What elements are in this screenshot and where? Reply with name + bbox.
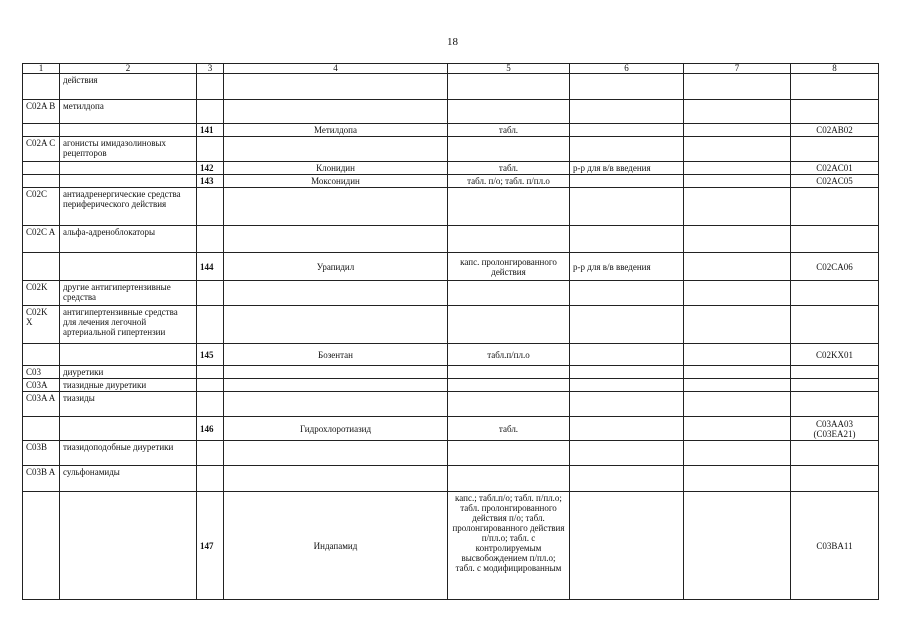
table-row [23,306,879,344]
atc-drug-code-cell [791,74,879,100]
drug-name-cell [224,137,448,162]
item-number-cell [197,379,224,392]
dosage-form-extra-cell [570,175,684,188]
item-number-cell [197,188,224,226]
group-name-cell [60,492,197,600]
table-row [23,124,879,137]
dosage-form-extra-cell [570,441,684,466]
drug-name-cell [224,366,448,379]
table-row [23,366,879,379]
group-name-cell: тиазидные диуретики [60,379,197,392]
atc-code-cell [23,253,60,281]
table-row [23,188,879,226]
item-number-cell [197,392,224,417]
notes-cell [684,226,791,253]
drug-name-cell: Гидрохлоротиазид [224,417,448,441]
dosage-form-cell [448,306,570,344]
dosage-form-cell [448,74,570,100]
dosage-form-extra-cell: р-р для в/в введения [570,162,684,175]
drug-name-cell [224,379,448,392]
group-name-cell [60,162,197,175]
atc-drug-code-cell: C02AB02 [791,124,879,137]
notes-cell [684,100,791,124]
dosage-form-cell [448,366,570,379]
drug-name-cell: Метилдопа [224,124,448,137]
group-name-cell: диуретики [60,366,197,379]
atc-code-cell: C03 [23,366,60,379]
notes-cell [684,253,791,281]
dosage-form-cell: табл. [448,124,570,137]
atc-drug-code-cell: C02KX01 [791,344,879,366]
drug-name-cell [224,188,448,226]
notes-cell [684,417,791,441]
page-number: 18 [447,36,458,48]
item-number-cell: 146 [197,417,224,441]
item-number-cell: 145 [197,344,224,366]
item-number-cell [197,306,224,344]
atc-code-cell: C02A C [23,137,60,162]
notes-cell [684,281,791,306]
dosage-form-cell: табл. [448,417,570,441]
group-name-cell [60,344,197,366]
dosage-form-extra-cell [570,306,684,344]
item-number-cell [197,226,224,253]
table-row [23,253,879,281]
notes-cell [684,441,791,466]
group-name-cell: антиадренергические средства периферического действия [60,188,197,226]
dosage-form-extra-cell [570,466,684,492]
item-number-cell: 144 [197,253,224,281]
dosage-form-cell [448,188,570,226]
dosage-form-cell: табл.п/пл.о [448,344,570,366]
group-name-cell: метилдопа [60,100,197,124]
notes-cell [684,392,791,417]
column-header: 2 [60,64,197,74]
notes-cell [684,366,791,379]
dosage-form-cell [448,392,570,417]
notes-cell [684,306,791,344]
drug-name-cell [224,466,448,492]
atc-code-cell: C02K X [23,306,60,344]
dosage-form-cell: табл. п/о; табл. п/пл.о [448,175,570,188]
atc-code-cell: C02A B [23,100,60,124]
item-number-cell [197,74,224,100]
group-name-cell: сульфонамиды [60,466,197,492]
dosage-form-extra-cell [570,366,684,379]
group-name-cell [60,175,197,188]
atc-drug-code-cell [791,392,879,417]
dosage-form-cell: капс.; табл.п/о; табл. п/пл.о; табл. пролонгированного действия п/о; табл. пролонгированного действия п/пл.о; табл. с контролируемым высвобождением п/пл.о; табл. с модифицированным [448,492,570,600]
notes-cell [684,188,791,226]
notes-cell [684,379,791,392]
item-number-cell: 147 [197,492,224,600]
notes-cell [684,162,791,175]
group-name-cell: тиазиды [60,392,197,417]
atc-code-cell: C03A A [23,392,60,417]
atc-code-cell [23,175,60,188]
column-number-row [23,64,879,74]
table-row [23,226,879,253]
dosage-form-cell [448,466,570,492]
atc-code-cell [23,124,60,137]
drug-name-cell [224,441,448,466]
table-row [23,281,879,306]
dosage-form-extra-cell [570,492,684,600]
table-row [23,417,879,441]
drug-name-cell [224,392,448,417]
item-number-cell [197,281,224,306]
item-number-cell: 143 [197,175,224,188]
drug-name-cell [224,100,448,124]
item-number-cell [197,100,224,124]
group-name-cell [60,417,197,441]
dosage-form-cell: капс. пролонгированного действия [448,253,570,281]
notes-cell [684,466,791,492]
drug-name-cell: Бозентан [224,344,448,366]
dosage-form-extra-cell [570,344,684,366]
atc-code-cell [23,344,60,366]
drug-name-cell [224,281,448,306]
atc-drug-code-cell: C02AC01 [791,162,879,175]
atc-drug-code-cell [791,281,879,306]
column-header: 6 [570,64,684,74]
table-row [23,379,879,392]
atc-code-cell [23,74,60,100]
drug-name-cell: Индапамид [224,492,448,600]
item-number-cell [197,466,224,492]
item-number-cell: 141 [197,124,224,137]
group-name-cell: антигипертензивные средства для лечения легочной артериальной гипертензии [60,306,197,344]
table-row [23,344,879,366]
drug-name-cell: Урапидил [224,253,448,281]
dosage-form-cell: табл. [448,162,570,175]
atc-drug-code-cell [791,137,879,162]
column-header: 8 [791,64,879,74]
group-name-cell: действия [60,74,197,100]
group-name-cell: агонисты имидазолиновых рецепторов [60,137,197,162]
atc-drug-code-cell [791,466,879,492]
atc-code-cell: C02K [23,281,60,306]
table-row [23,466,879,492]
table-row [23,162,879,175]
dosage-form-cell [448,137,570,162]
atc-drug-code-cell [791,100,879,124]
notes-cell [684,344,791,366]
notes-cell [684,137,791,162]
atc-drug-code-cell [791,366,879,379]
atc-drug-code-cell [791,306,879,344]
table-row [23,392,879,417]
table-row [23,441,879,466]
notes-cell [684,175,791,188]
drug-name-cell [224,226,448,253]
drug-name-cell: Моксонидин [224,175,448,188]
atc-drug-code-cell [791,379,879,392]
atc-code-cell: C03B A [23,466,60,492]
group-name-cell: альфа-адреноблокаторы [60,226,197,253]
table-row [23,175,879,188]
column-header: 5 [448,64,570,74]
atc-code-cell [23,492,60,600]
dosage-form-extra-cell [570,379,684,392]
dosage-form-extra-cell [570,188,684,226]
atc-code-cell: C03B [23,441,60,466]
column-header: 7 [684,64,791,74]
dosage-form-extra-cell [570,74,684,100]
group-name-cell [60,124,197,137]
dosage-form-extra-cell [570,124,684,137]
item-number-cell: 142 [197,162,224,175]
item-number-cell [197,137,224,162]
column-header: 4 [224,64,448,74]
atc-drug-code-cell [791,226,879,253]
atc-code-cell: C02C [23,188,60,226]
notes-cell [684,74,791,100]
item-number-cell [197,441,224,466]
dosage-form-extra-cell [570,392,684,417]
dosage-form-cell [448,100,570,124]
dosage-form-extra-cell [570,226,684,253]
item-number-cell [197,366,224,379]
table-row [23,492,879,600]
drug-name-cell [224,74,448,100]
atc-drug-code-cell [791,188,879,226]
atc-code-cell: C03A [23,379,60,392]
drug-classification-table [22,63,879,600]
atc-code-cell [23,417,60,441]
table-row [23,100,879,124]
dosage-form-extra-cell [570,281,684,306]
dosage-form-cell [448,226,570,253]
atc-code-cell: C02C A [23,226,60,253]
notes-cell [684,492,791,600]
atc-drug-code-cell: C03AA03 (C03EA21) [791,417,879,441]
dosage-form-extra-cell: р-р для в/в введения [570,253,684,281]
group-name-cell [60,253,197,281]
notes-cell [684,124,791,137]
dosage-form-cell [448,281,570,306]
drug-name-cell: Клонидин [224,162,448,175]
atc-drug-code-cell: C02AC05 [791,175,879,188]
dosage-form-cell [448,441,570,466]
dosage-form-extra-cell [570,417,684,441]
atc-code-cell [23,162,60,175]
table-row [23,137,879,162]
column-header: 1 [23,64,60,74]
dosage-form-extra-cell [570,137,684,162]
group-name-cell: другие антигипертензивные средства [60,281,197,306]
atc-drug-code-cell: C03BA11 [791,492,879,600]
drug-name-cell [224,306,448,344]
dosage-form-cell [448,379,570,392]
table-row [23,74,879,100]
atc-drug-code-cell [791,441,879,466]
column-header: 3 [197,64,224,74]
dosage-form-extra-cell [570,100,684,124]
atc-drug-code-cell: C02CA06 [791,253,879,281]
group-name-cell: тиазидоподобные диуретики [60,441,197,466]
